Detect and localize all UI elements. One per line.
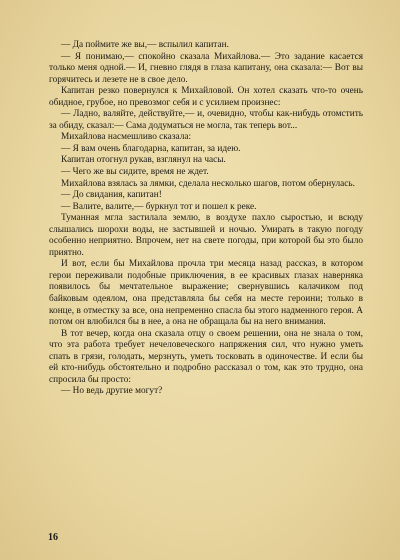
page-text <box>49 40 363 398</box>
paragraph: В тот вечер, когда она сказала отцу о своем решении, она не знала о том, что эта работа требует нечеловеческого напряжения сил, что нужно уметь спать в грязи, голодать, мерзнуть, уметь тосковать в одиночестве. И если бы ей кто-нибудь обстоятельно и подробно рассказал о том, как это трудно, она спросила бы просто: <box>49 328 363 385</box>
paragraph: — Я понимаю,— спокойно сказала Михайлова.— Это задание касается только меня одной.— И, гневно глядя в глаза капитану, она сказала:— Вот вы горячитесь и лезете не в свое дело. <box>49 51 363 85</box>
paragraph: Капитан резко повернулся к Михайловой. Он хотел сказать что-то очень обидное, грубое, но превозмог себя и с усилием произнес: <box>49 86 363 108</box>
paragraph: — Да поймите же вы,— вспылил капитан. <box>61 40 229 50</box>
paragraph: — Чего же вы сидите, время не ждет. <box>61 167 209 178</box>
paragraph: Михайлова насмешливо сказала: <box>61 132 192 143</box>
page-number: 16 <box>48 532 58 543</box>
paragraph: Капитан отогнул рукав, взглянул на часы. <box>61 155 226 166</box>
paragraph: — Валите, валите,— буркнул тот и пошел к реке. <box>61 201 257 212</box>
paragraph: И вот, если бы Михайлова прочла три месяца назад рассказ, в котором герои переживали подобные приключения, в ее красивых глазах наверняка появилось бы мечтательное выражение; свернувшись калачиком под байковым одеялом, она представляла бы себя на месте героини; только в конце, в отместку за все, она непременно спасла бы этого надменного героя. А потом он влюбился бы в нее, а она не обращала бы на него внимания. <box>49 259 363 328</box>
paragraph: — Но ведь другие могут? <box>61 386 163 397</box>
paragraph: — До свидания, капитан! <box>61 190 162 201</box>
paragraph: — Ладно, валяйте, действуйте,— и, очевидно, чтобы как-нибудь отомстить за обиду, сказал:— Сама додуматься не могла, так теперь вот... <box>49 109 363 131</box>
paragraph: Михайлова взялась за лямки, сделала несколько шагов, потом обернулась. <box>61 178 355 189</box>
paragraph: Туманная мгла застилала землю, в воздухе пахло сыростью, и всюду слышались шорохи воды, не застывшей и ночью. Умирать в такую погоду особенно неприятно. Впрочем, нет на свете погоды, при которой бы это было приятно. <box>49 213 363 258</box>
paragraph: — Я вам очень благодарна, капитан, за идею. <box>61 143 241 154</box>
